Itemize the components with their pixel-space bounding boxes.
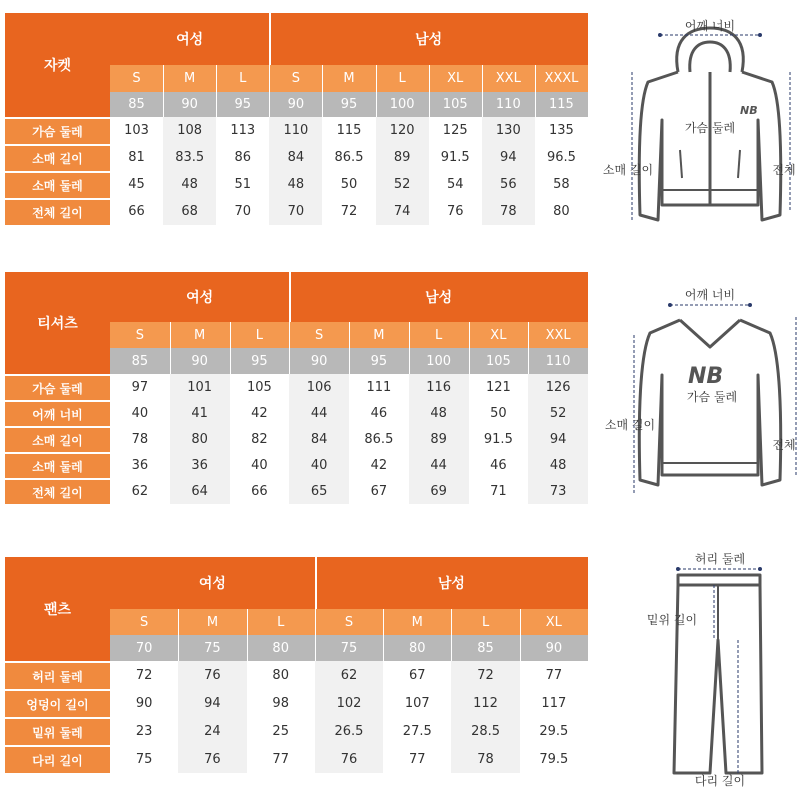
table-cell: 36 — [110, 452, 170, 478]
size-number: 70 — [110, 635, 178, 661]
table-cell: 48 — [269, 171, 322, 198]
table-cell: 76 — [315, 745, 383, 773]
table-cell: 86 — [216, 144, 269, 171]
table-cell: 110 — [269, 117, 322, 144]
size-label: M — [349, 322, 409, 348]
table-cell: 41 — [170, 400, 230, 426]
table-cell: 50 — [469, 400, 529, 426]
table-cell: 75 — [110, 745, 178, 773]
table-cell: 72 — [110, 661, 178, 689]
table-cell: 78 — [482, 198, 535, 225]
table-cell: 62 — [110, 478, 170, 504]
column-divider — [216, 65, 217, 117]
column-divider — [409, 322, 410, 374]
table-cell: 25 — [247, 717, 315, 745]
size-label: M — [383, 609, 451, 635]
table-cell: 27.5 — [383, 717, 451, 745]
table-cell: 74 — [376, 198, 429, 225]
table-cell: 42 — [349, 452, 409, 478]
jacket-diagram — [600, 10, 800, 235]
size-label: L — [451, 609, 519, 635]
table-cell: 62 — [315, 661, 383, 689]
table-cell: 82 — [230, 426, 290, 452]
row-label: 소매 둘레 — [5, 171, 110, 198]
table-cell: 77 — [383, 745, 451, 773]
table-cell: 36 — [170, 452, 230, 478]
column-divider — [469, 322, 470, 374]
table-cell: 77 — [247, 745, 315, 773]
size-label: L — [216, 65, 269, 92]
table-title: 티셔츠 — [5, 272, 110, 374]
table-cell: 67 — [383, 661, 451, 689]
table-cell: 125 — [429, 117, 482, 144]
table-cell: 108 — [163, 117, 216, 144]
table-cell: 66 — [230, 478, 290, 504]
table-cell: 58 — [535, 171, 588, 198]
table-cell: 76 — [429, 198, 482, 225]
group-divider — [315, 557, 317, 609]
table-cell: 29.5 — [520, 717, 588, 745]
row-label: 소매 둘레 — [5, 452, 110, 478]
table-cell: 48 — [163, 171, 216, 198]
table-cell: 97 — [110, 374, 170, 400]
size-label: M — [163, 65, 216, 92]
women-header: 여성 — [110, 272, 289, 322]
row-label: 가슴 둘레 — [5, 117, 110, 144]
tshirt-chest-label: 가슴 둘레 — [686, 390, 738, 404]
column-divider — [247, 609, 248, 661]
tshirt-sleeve-label: 소매 길이 — [604, 418, 656, 432]
column-divider — [170, 322, 171, 374]
size-number: 75 — [315, 635, 383, 661]
size-number: 75 — [178, 635, 246, 661]
column-divider — [289, 322, 290, 374]
row-label: 어깨 너비 — [5, 400, 110, 426]
column-divider — [315, 609, 316, 661]
table-cell: 84 — [269, 144, 322, 171]
tshirt-diagram — [600, 285, 800, 500]
row-label: 전체 길이 — [5, 198, 110, 225]
size-number: 110 — [482, 92, 535, 117]
table-cell: 80 — [170, 426, 230, 452]
women-header: 여성 — [110, 557, 315, 609]
tshirt-size-table — [5, 272, 588, 504]
size-number: 95 — [216, 92, 269, 117]
column-divider — [230, 322, 231, 374]
table-cell: 52 — [376, 171, 429, 198]
table-cell: 80 — [535, 198, 588, 225]
table-cell: 24 — [178, 717, 246, 745]
size-label: L — [230, 322, 290, 348]
column-divider — [451, 609, 452, 661]
table-cell: 52 — [528, 400, 588, 426]
table-cell: 78 — [451, 745, 519, 773]
row-label: 밑위 둘레 — [5, 717, 110, 745]
women-header: 여성 — [110, 13, 269, 65]
table-cell: 78 — [110, 426, 170, 452]
table-cell: 70 — [269, 198, 322, 225]
size-label: XXL — [528, 322, 588, 348]
row-label: 다리 길이 — [5, 745, 110, 773]
table-cell: 76 — [178, 745, 246, 773]
table-cell: 117 — [520, 689, 588, 717]
size-label: XXXL — [535, 65, 588, 92]
table-cell: 94 — [528, 426, 588, 452]
row-label: 전체 길이 — [5, 478, 110, 504]
table-cell: 80 — [247, 661, 315, 689]
table-cell: 69 — [409, 478, 469, 504]
size-label: S — [110, 609, 178, 635]
table-cell: 91.5 — [429, 144, 482, 171]
column-divider — [269, 65, 270, 117]
table-cell: 44 — [409, 452, 469, 478]
pants-diagram — [620, 545, 800, 795]
table-cell: 46 — [469, 452, 529, 478]
table-cell: 72 — [322, 198, 375, 225]
tshirt-shoulder-label: 어깨 너비 — [684, 288, 736, 302]
size-label: M — [178, 609, 246, 635]
size-number: 95 — [349, 348, 409, 374]
size-label: XL — [520, 609, 588, 635]
table-cell: 40 — [110, 400, 170, 426]
row-label: 허리 둘레 — [5, 661, 110, 689]
table-cell: 56 — [482, 171, 535, 198]
column-divider — [482, 65, 483, 117]
table-cell: 77 — [520, 661, 588, 689]
size-number: 90 — [170, 348, 230, 374]
size-label: L — [409, 322, 469, 348]
column-divider — [349, 322, 350, 374]
table-cell: 28.5 — [451, 717, 519, 745]
size-number: 85 — [110, 92, 163, 117]
table-cell: 86.5 — [349, 426, 409, 452]
size-number: 105 — [429, 92, 482, 117]
table-cell: 112 — [451, 689, 519, 717]
table-cell: 115 — [322, 117, 375, 144]
table-cell: 68 — [163, 198, 216, 225]
pants-leg-label: 다리 길이 — [694, 774, 746, 788]
table-cell: 81 — [110, 144, 163, 171]
size-label: XL — [469, 322, 529, 348]
table-cell: 89 — [409, 426, 469, 452]
table-cell: 90 — [110, 689, 178, 717]
table-cell: 83.5 — [163, 144, 216, 171]
size-number: 100 — [376, 92, 429, 117]
table-cell: 105 — [230, 374, 290, 400]
men-header: 남성 — [315, 557, 588, 609]
table-cell: 103 — [110, 117, 163, 144]
jacket-length-label: 전체 — [772, 163, 796, 177]
table-cell: 130 — [482, 117, 535, 144]
size-label: S — [269, 65, 322, 92]
tshirt-length-label: 전체 — [772, 438, 796, 452]
table-cell: 94 — [482, 144, 535, 171]
size-number: 95 — [322, 92, 375, 117]
size-label: S — [315, 609, 383, 635]
column-divider — [163, 65, 164, 117]
jacket-chest-label: 가슴 둘레 — [684, 121, 736, 135]
table-cell: 76 — [178, 661, 246, 689]
table-cell: 126 — [528, 374, 588, 400]
table-cell: 44 — [289, 400, 349, 426]
table-cell: 50 — [322, 171, 375, 198]
row-label: 소매 길이 — [5, 144, 110, 171]
size-number: 90 — [520, 635, 588, 661]
table-cell: 121 — [469, 374, 529, 400]
size-number: 110 — [528, 348, 588, 374]
size-label: M — [170, 322, 230, 348]
size-label: S — [110, 65, 163, 92]
men-header: 남성 — [289, 272, 588, 322]
size-number: 115 — [535, 92, 588, 117]
table-cell: 42 — [230, 400, 290, 426]
table-cell: 111 — [349, 374, 409, 400]
size-number: 90 — [289, 348, 349, 374]
table-cell: 40 — [289, 452, 349, 478]
size-number: 80 — [383, 635, 451, 661]
table-cell: 67 — [349, 478, 409, 504]
column-divider — [322, 65, 323, 117]
table-title: 팬츠 — [5, 557, 110, 661]
table-cell: 64 — [170, 478, 230, 504]
size-number: 105 — [469, 348, 529, 374]
jacket-sleeve-label: 소매 길이 — [602, 163, 654, 177]
table-cell: 40 — [230, 452, 290, 478]
column-divider — [383, 609, 384, 661]
jacket-size-table — [5, 13, 588, 225]
table-cell: 86.5 — [322, 144, 375, 171]
brand-logo: NB — [740, 104, 758, 117]
table-cell: 73 — [528, 478, 588, 504]
column-divider — [178, 609, 179, 661]
size-number: 90 — [269, 92, 322, 117]
column-divider — [528, 322, 529, 374]
row-label: 엉덩이 길이 — [5, 689, 110, 717]
table-cell: 45 — [110, 171, 163, 198]
column-divider — [429, 65, 430, 117]
size-number: 80 — [247, 635, 315, 661]
table-title: 자켓 — [5, 13, 110, 117]
table-cell: 91.5 — [469, 426, 529, 452]
table-cell: 72 — [451, 661, 519, 689]
pants-size-table — [5, 557, 588, 773]
size-number: 100 — [409, 348, 469, 374]
size-label: S — [289, 322, 349, 348]
table-cell: 113 — [216, 117, 269, 144]
table-cell: 89 — [376, 144, 429, 171]
table-cell: 71 — [469, 478, 529, 504]
row-label: 소매 길이 — [5, 426, 110, 452]
table-cell: 51 — [216, 171, 269, 198]
jacket-shoulder-label: 어깨 너비 — [684, 19, 736, 33]
size-label: M — [322, 65, 375, 92]
column-divider — [520, 609, 521, 661]
table-cell: 48 — [409, 400, 469, 426]
brand-logo: NB — [688, 364, 724, 389]
table-cell: 116 — [409, 374, 469, 400]
column-divider — [535, 65, 536, 117]
size-number: 90 — [163, 92, 216, 117]
size-label: L — [247, 609, 315, 635]
group-divider — [289, 272, 291, 322]
row-label: 가슴 둘레 — [5, 374, 110, 400]
men-header: 남성 — [269, 13, 588, 65]
size-number: 85 — [451, 635, 519, 661]
table-cell: 96.5 — [535, 144, 588, 171]
table-cell: 98 — [247, 689, 315, 717]
table-cell: 46 — [349, 400, 409, 426]
table-cell: 84 — [289, 426, 349, 452]
size-label: XL — [429, 65, 482, 92]
size-label: L — [376, 65, 429, 92]
table-cell: 94 — [178, 689, 246, 717]
table-cell: 54 — [429, 171, 482, 198]
table-cell: 101 — [170, 374, 230, 400]
table-cell: 107 — [383, 689, 451, 717]
size-label: S — [110, 322, 170, 348]
table-cell: 26.5 — [315, 717, 383, 745]
table-cell: 66 — [110, 198, 163, 225]
pants-waist-label: 허리 둘레 — [694, 552, 746, 566]
table-cell: 120 — [376, 117, 429, 144]
size-number: 95 — [230, 348, 290, 374]
table-cell: 48 — [528, 452, 588, 478]
table-cell: 65 — [289, 478, 349, 504]
pants-rise-label: 밑위 길이 — [646, 613, 698, 627]
table-cell: 70 — [216, 198, 269, 225]
table-cell: 23 — [110, 717, 178, 745]
table-cell: 102 — [315, 689, 383, 717]
column-divider — [376, 65, 377, 117]
table-cell: 79.5 — [520, 745, 588, 773]
table-cell: 106 — [289, 374, 349, 400]
table-cell: 135 — [535, 117, 588, 144]
size-label: XXL — [482, 65, 535, 92]
group-divider — [269, 13, 271, 65]
size-number: 85 — [110, 348, 170, 374]
